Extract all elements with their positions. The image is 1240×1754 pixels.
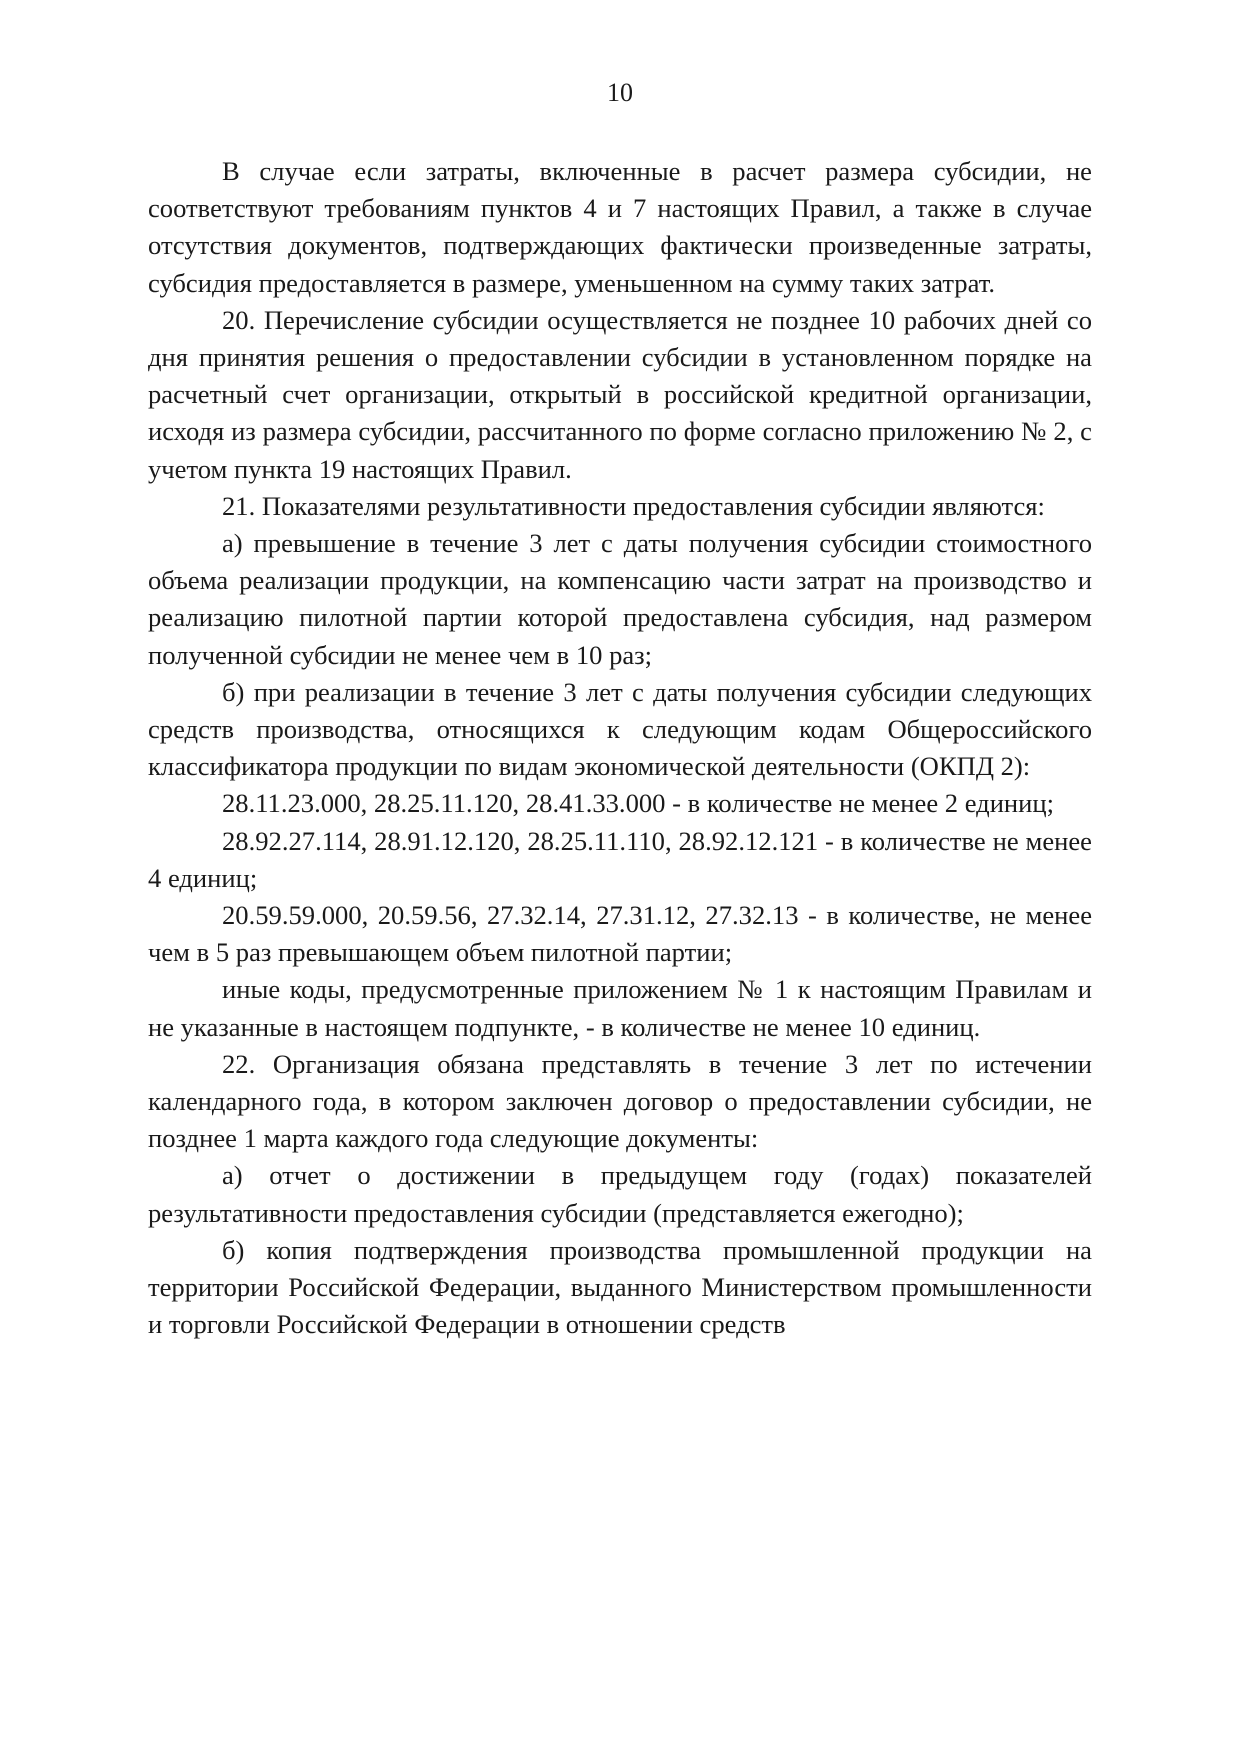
paragraph-21-indicators: 21. Показателями результативности предоставления субсидии являются: xyxy=(222,490,1045,521)
paragraph-codes-5-times: 20.59.59.000, 20.59.56, 27.32.14, 27.31.12, 27.32.13 - в количестве, не менее чем в 5 раз превышающем объем пилотной партии; xyxy=(148,900,1092,968)
paragraph-21-b: б) при реализации в течение 3 лет с даты получения субсидии следующих средств производства, относящихся к следующим кодам Общероссийского классификатора продукции по видам экономической деятельности (ОКПД 2): xyxy=(148,676,1092,782)
paragraph-22-documents: 22. Организация обязана представлять в течение 3 лет по истечении календарного года, в котором заключен договор о предоставлении субсидии, не позднее 1 марта каждого года следующие документы: xyxy=(148,1048,1092,1154)
paragraph-codes-4-units: 28.92.27.114, 28.91.12.120, 28.25.11.110, 28.92.12.121 - в количестве не менее 4 единиц; xyxy=(148,825,1092,893)
page-number: 10 xyxy=(607,78,633,107)
paragraph-other-codes: иные коды, предусмотренные приложением № 1 к настоящим Правилам и не указанные в настоящем подпункте, - в количестве не менее 10 единиц. xyxy=(148,974,1092,1042)
document-body xyxy=(148,153,1092,1344)
paragraph-expenses-reduction: В случае если затраты, включенные в расчет размера субсидии, не соответствуют требованиям пунктов 4 и 7 настоящих Правил, а также в случае отсутствия документов, подтверждающих фактически произведенные затраты, субсидия предоставляется в размере, уменьшенном на сумму таких затрат. xyxy=(148,156,1092,298)
paragraph-21-a: а) превышение в течение 3 лет с даты получения субсидии стоимостного объема реализации продукции, на компенсацию части затрат на производство и реализацию пилотной партии которой предоставлена субсидия, над размером полученной субсидии не менее чем в 10 раз; xyxy=(148,528,1092,670)
paragraph-codes-2-units: 28.11.23.000, 28.25.11.120, 28.41.33.000 - в количестве не менее 2 единиц; xyxy=(222,788,1055,819)
paragraph-22-a: а) отчет о достижении в предыдущем году (годах) показателей результативности предоставления субсидии (представляется ежегодно); xyxy=(148,1160,1092,1228)
paragraph-20-transfer: 20. Перечисление субсидии осуществляется не позднее 10 рабочих дней со дня принятия решения о предоставлении субсидии в установленном порядке на расчетный счет организации, открытый в российской кредитной организации, исходя из размера субсидии, рассчитанного по форме согласно приложению № 2, с учетом пункта 19 настоящих Правил. xyxy=(148,304,1092,484)
paragraph-22-b: б) копия подтверждения производства промышленной продукции на территории Российской Федерации, выданного Министерством промышленности и торговли Российской Федерации в отношении средств xyxy=(148,1234,1092,1340)
